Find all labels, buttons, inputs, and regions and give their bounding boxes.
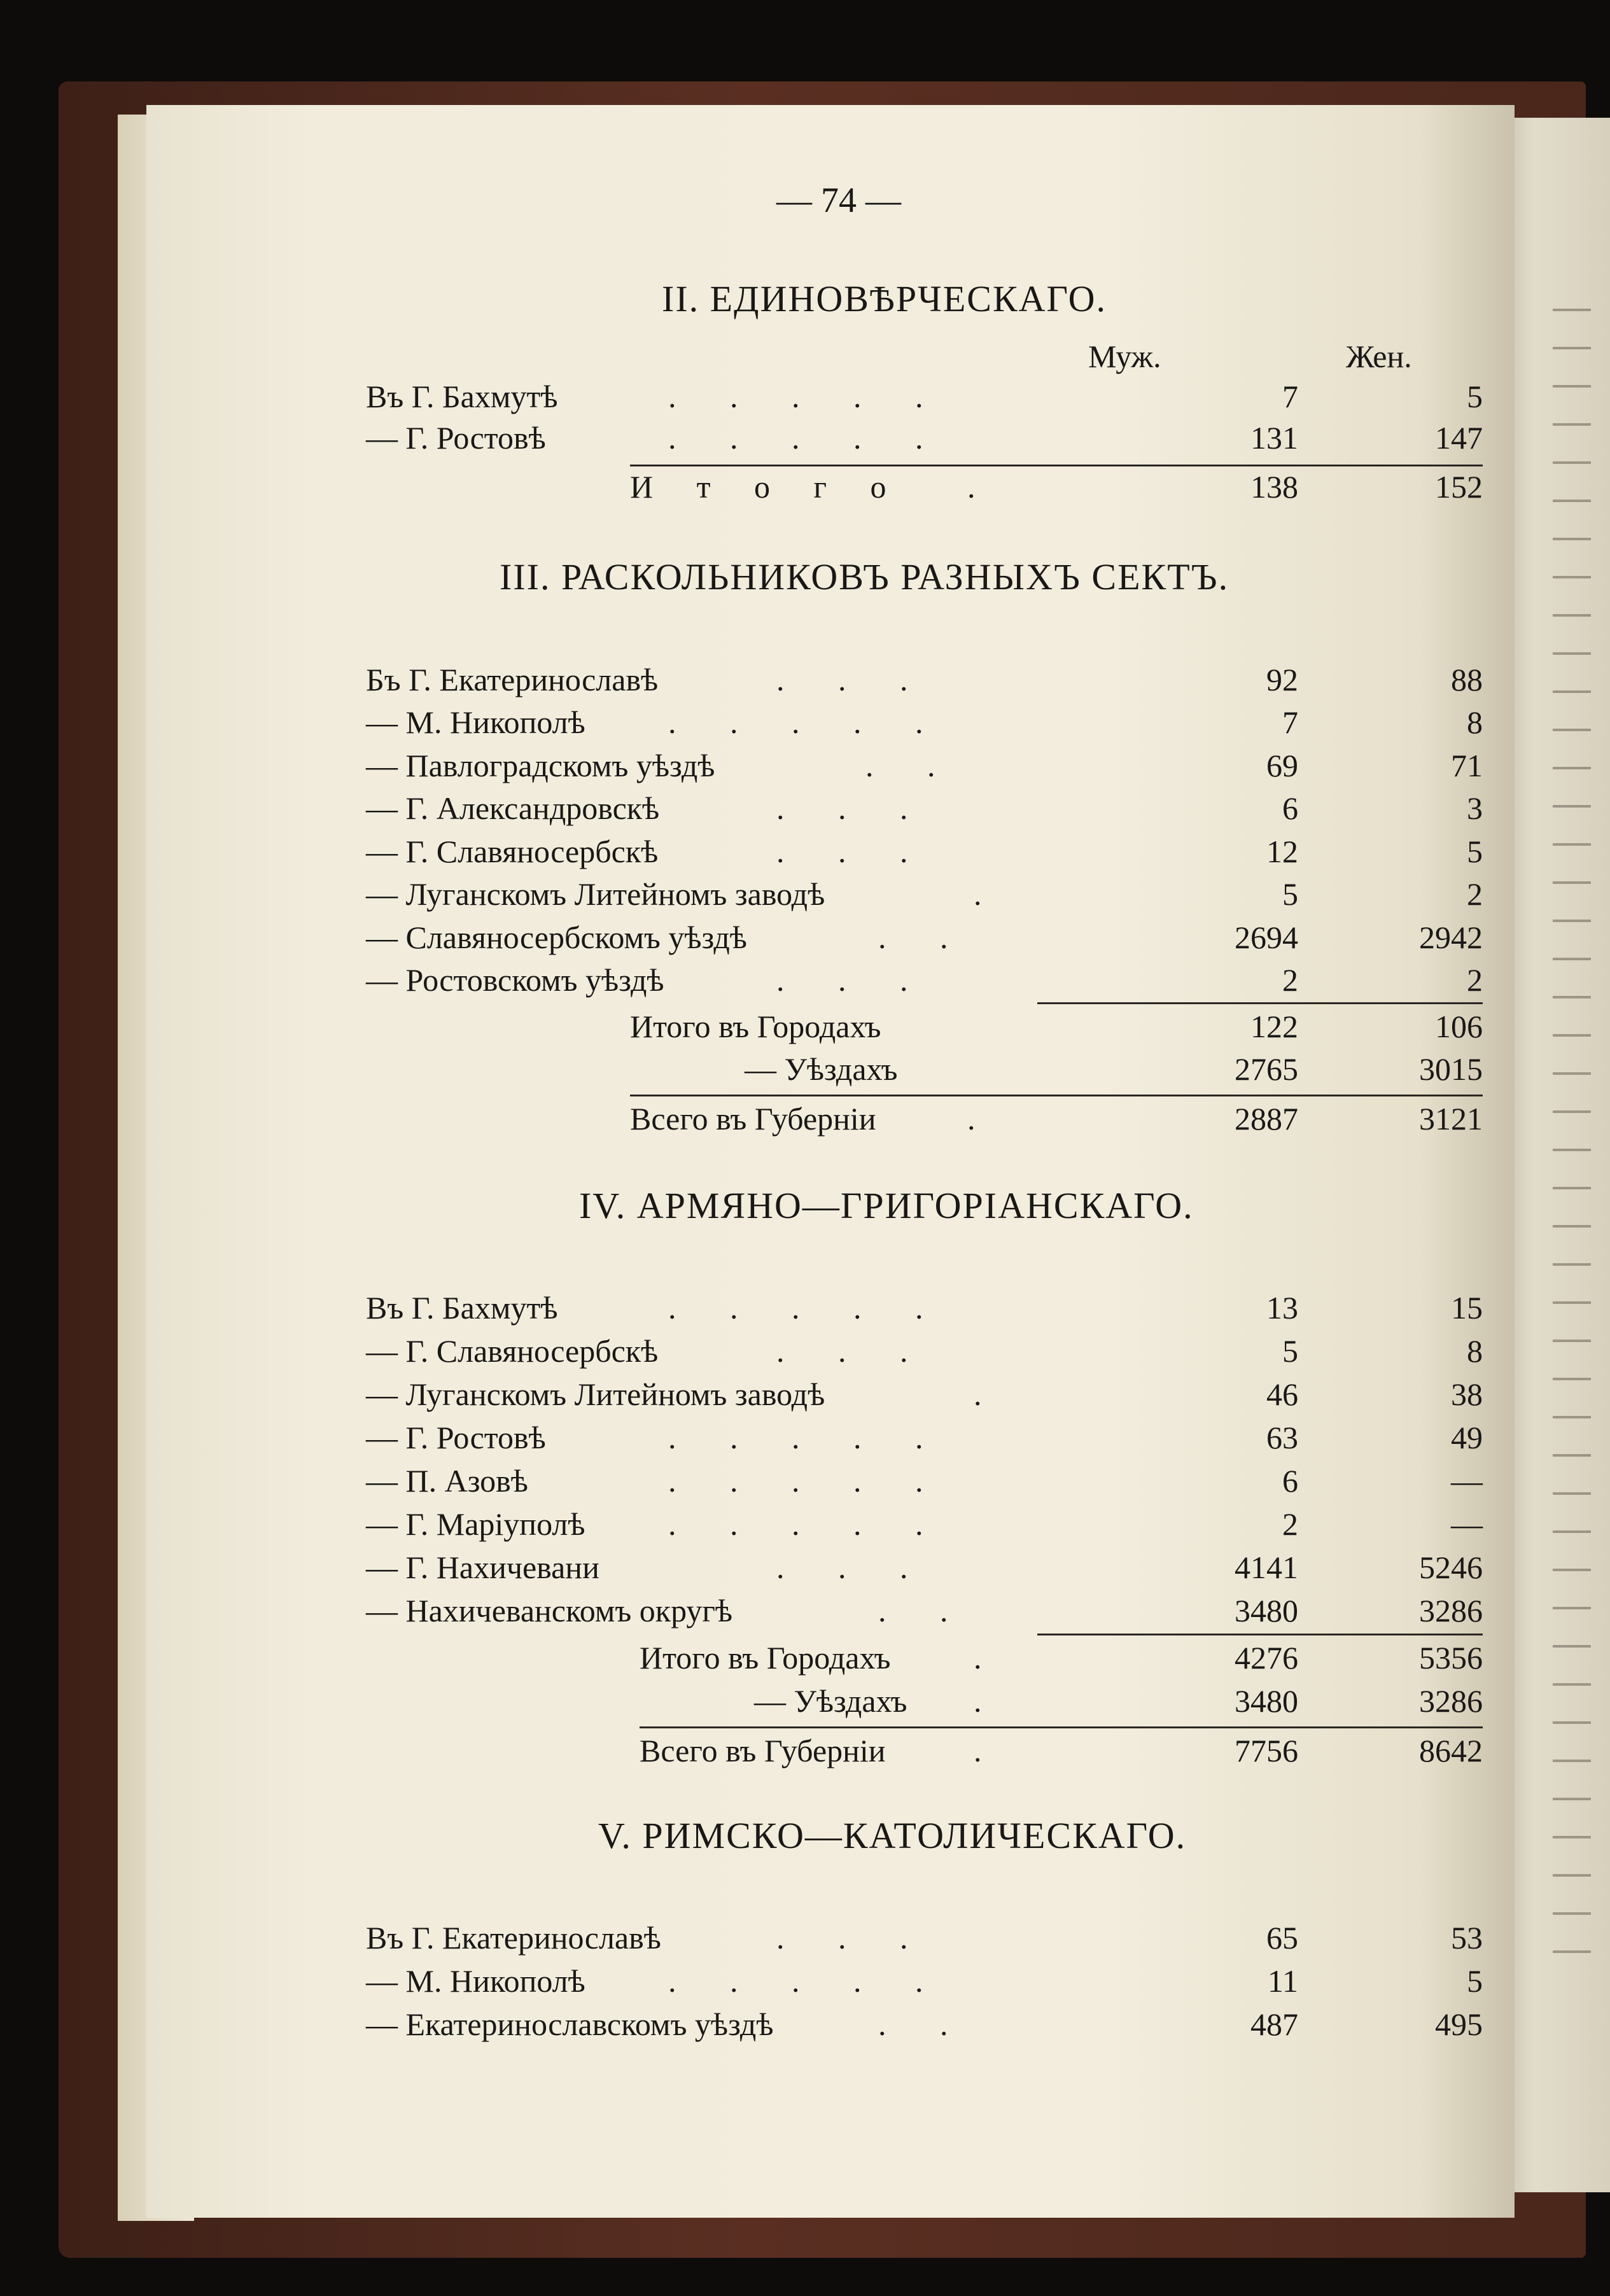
female-column-header: Жен.: [1346, 339, 1412, 374]
divider: [630, 1095, 1483, 1096]
divider: [1037, 1634, 1483, 1635]
divider: [630, 465, 1483, 466]
section-3-title: III. РАСКОЛЬНИКОВЪ РАЗНЫХЪ СЕКТЪ.: [500, 556, 1229, 598]
section-2-title: II. ЕДИНОВѢРЧЕСКАГО.: [662, 278, 1107, 319]
book-page: — 74 — II. ЕДИНОВѢРЧЕСКАГО. Муж. Жен. Въ Г. Бахмутѣ . . . . . 7 5 — Г. Ростовѣ . . . . . 131 147 И т о г о . 138 152 III. РАСКОЛЬНИКОВЪ РАЗНЫХЪ СЕКТЪ. Бъ Г. Екатеринославѣ . . . 92 88 — М. Никополѣ . . . . . 7 8 — Павлоградскомъ уѣздѣ . . 69 71 — Г. Александровскѣ . . . 6 3 — Г. Славяносербскѣ . . . 12 5 — Луганскомъ Литейномъ заводѣ . 5 2 — Славяносербскомъ уѣздѣ . . 2694 2942 — Ростовскомъ уѣздѣ . . . 2 2 Итого въ Городахъ 122 106 — Уѣздахъ 2765 3015 Всего въ Губерніи . 2887 3121 IV. АРМЯНО—ГРИГОРІАНСКАГО. Въ Г. Бахмутѣ . . . . . 13 15 — Г. Славяносербскѣ . . . 5 8 — Луганскомъ Литейномъ заводѣ . 46 38 — Г. Ростовѣ . . . . . 63 49 — П. Азовѣ . . . . . 6 — — Г. Маріуполѣ . . . . . 2 — — Г. Нахичевани . . . 4141 5246 — Нахичеванскомъ округѣ . . 3480 3286 Итого въ Городахъ . 4276 5356 — Уѣздахъ . 3480 3286 Всего въ Губерніи . 7756 8642 V. РИМСКО—КАТОЛИЧЕСКАГО. Въ Г. Екатеринославѣ . . . 65 53 — М. Никополѣ . . . . . 11 5 — Екатеринославскомъ уѣздѣ . . 487 495: [146, 105, 1515, 2218]
divider: [640, 1726, 1483, 1728]
divider: [1037, 1002, 1483, 1004]
section-4-title: IV. АРМЯНО—ГРИГОРІАНСКАГО.: [579, 1185, 1194, 1226]
male-column-header: Муж.: [1088, 339, 1161, 374]
section-5-title: V. РИМСКО—КАТОЛИЧЕСКАГО.: [598, 1815, 1187, 1856]
page-number: — 74 —: [776, 181, 901, 220]
